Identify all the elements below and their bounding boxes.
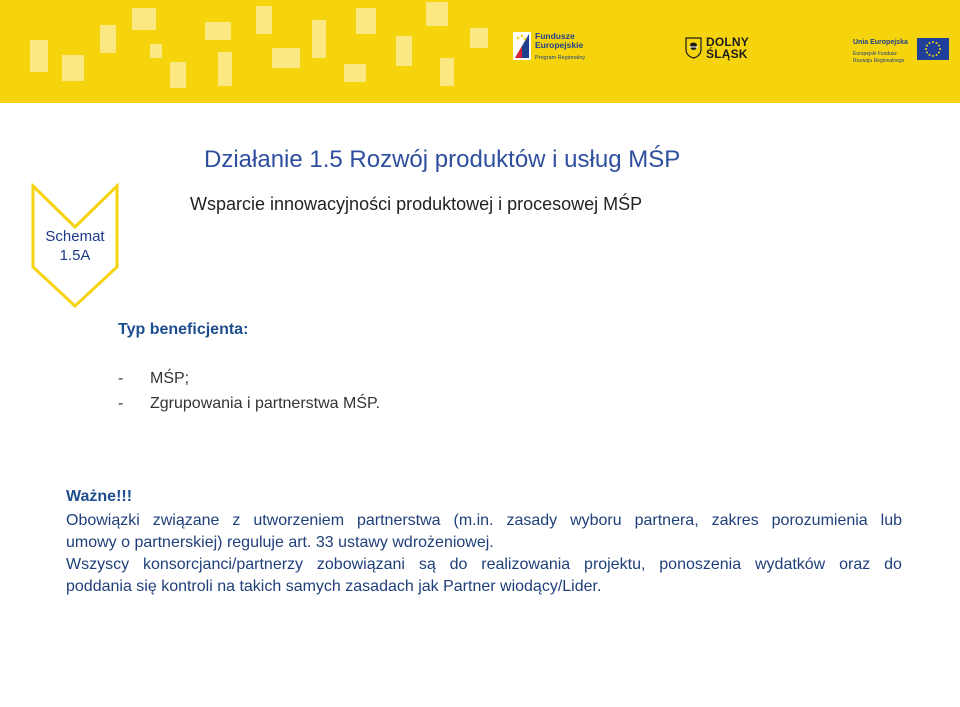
note-word: realizowania [481,556,571,573]
list-dash: - [118,395,124,412]
banner-pattern [470,28,488,48]
note-word: do [884,556,902,573]
funds-logo-text [535,32,583,50]
beneficiary-list [118,366,380,416]
banner-pattern [30,40,48,72]
note-word: (m.in. [453,512,494,529]
list-dash: - [118,370,124,387]
banner-pattern [312,20,326,58]
header-banner [0,0,960,103]
page-subtitle: Wsparcie innowacyjności produktowej i procesowej MŚP [190,194,643,214]
note-word: ponoszenia [659,556,742,573]
region-logo-text [706,36,749,60]
scheme-badge [30,183,120,309]
partner-logos [503,25,960,75]
banner-pattern [150,44,162,58]
note-word: związane [152,512,220,529]
eu-logo-sub-line2: Rozwoju Regionalnego [853,57,905,64]
coat-of-arms-icon [685,37,702,59]
eu-flag-icon [917,38,949,60]
note-word: z [232,512,241,529]
banner-pattern [396,36,412,66]
eu-logo [853,25,960,69]
note-word: zasady [506,512,558,529]
banner-pattern [205,22,231,40]
note-word: partnera, [634,512,699,529]
funds-logo-sub: Program Regionalny [535,55,586,61]
funds-logo [513,25,593,69]
note-word: oraz [839,556,871,573]
note-word: Wszyscy [66,556,130,573]
note-word: lub [880,512,902,529]
beneficiary-item-text: MŚP; [150,370,190,387]
note-word: są [418,556,436,573]
region-logo-line2: ŚLĄSK [706,47,748,61]
banner-pattern [62,55,84,81]
banner-pattern [132,8,156,30]
beneficiary-item-text: Zgrupowania i partnerstwa MŚP. [150,395,381,412]
note-word: projektu, [584,556,646,573]
note-paragraph-2-line-2: poddania się kontroli na takich samych zasadach jak Partner wiodący/Lider. [66,578,602,595]
funds-logo-line2: Europejskie [535,40,584,50]
note-word: zobowiązani [316,556,405,573]
region-logo-line1: DOLNY [706,35,749,49]
note-paragraph-2 [66,554,902,598]
banner-pattern [170,62,186,88]
note-word: utworzeniem [253,512,345,529]
banner-pattern [356,8,376,34]
list-item [118,391,380,416]
note-word: porozumienia [771,512,868,529]
note-paragraph-2-line-1 [66,554,902,576]
funds-emblem-icon [513,32,531,60]
page-title: Działanie 1.5 Rozwój produktów i usług MŚP [204,146,681,173]
note-word: wyboru [570,512,622,529]
list-item [118,366,380,391]
banner-pattern [344,64,366,82]
note-word: wydatków [754,556,826,573]
banner-pattern [100,25,116,53]
note-word: Obowiązki [66,512,140,529]
banner-pattern [256,6,272,34]
note-word: partnerstwa [356,512,441,529]
banner-pattern [440,58,454,86]
banner-pattern [272,48,300,68]
funds-logo-line1: Fundusze [535,31,575,41]
beneficiary-label: Typ beneficjenta: [118,321,249,338]
note-paragraph-1-line-1 [66,510,902,532]
scheme-label: Schemat [45,228,105,245]
eu-logo-sub-line1: Europejski Fundusz [853,51,897,57]
scheme-badge-text [30,227,120,265]
note-word: konsorcjanci/partnerzy [142,556,304,573]
region-logo [685,25,755,69]
eu-logo-sub [853,51,904,64]
note-heading: Ważne!!! [66,488,133,505]
note-word: do [449,556,468,573]
banner-pattern [426,2,448,26]
eu-logo-title: Unia Europejska [853,39,908,46]
note-word: zakres [711,512,759,529]
scheme-number: 1.5A [59,247,91,264]
note-paragraph-1 [66,510,902,554]
banner-pattern [218,52,232,86]
note-paragraph-1-line-2: umowy o partnerskiej) reguluje art. 33 ustawy wdrożeniowej. [66,534,494,551]
